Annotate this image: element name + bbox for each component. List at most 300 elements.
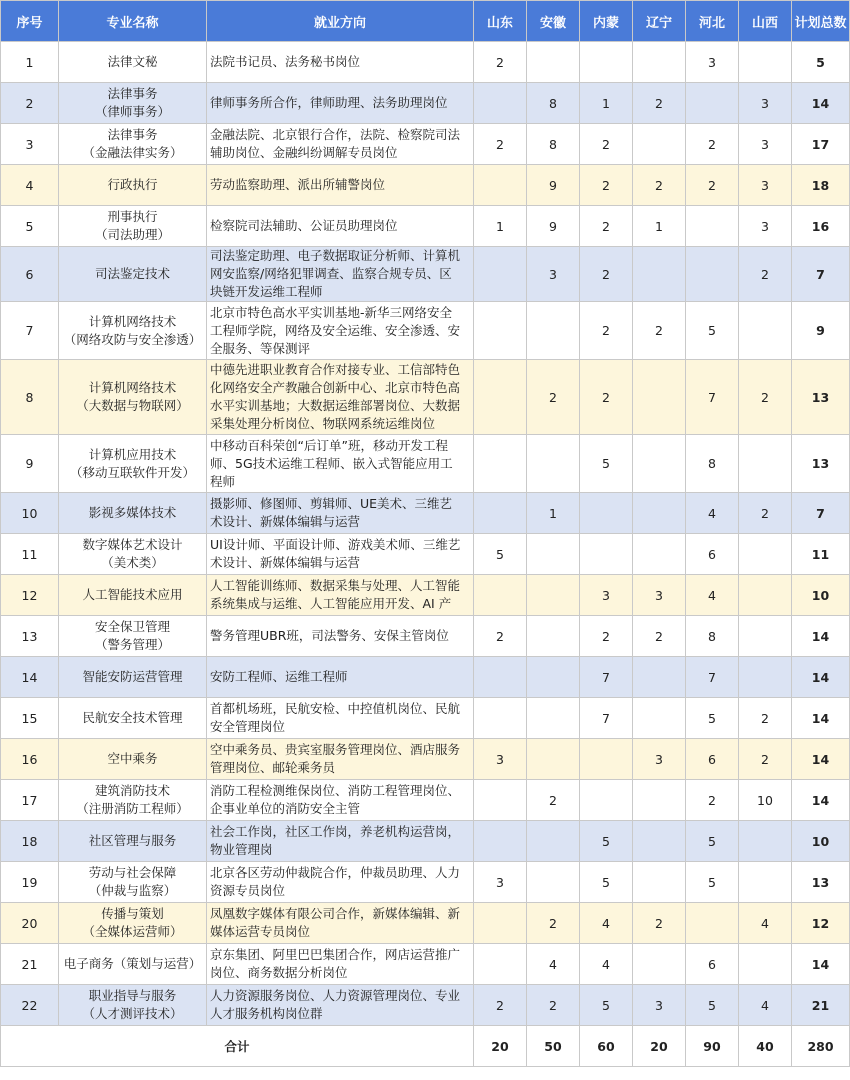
career-direction-line: 消防工程检测维保岗位、消防工程管理岗位、 [210, 783, 461, 798]
quota-shandong [474, 493, 527, 534]
quota-neimeng: 2 [580, 165, 633, 206]
quota-hebei [686, 83, 739, 124]
quota-hebei: 5 [686, 985, 739, 1026]
plan-total: 16 [792, 206, 850, 247]
career-direction-line: 法院书记员、法务秘书岗位 [210, 54, 361, 69]
quota-anhui: 2 [527, 780, 580, 821]
quota-shanxi: 2 [739, 493, 792, 534]
plan-total: 14 [792, 739, 850, 780]
career-direction [207, 985, 474, 1026]
quota-hebei: 8 [686, 616, 739, 657]
major-name [59, 862, 207, 903]
quota-liaoning [633, 862, 686, 903]
career-direction-line: 管理岗位、邮轮乘务员 [210, 760, 336, 775]
quota-anhui [527, 42, 580, 83]
career-direction-line: 系统集成与运维、人工智能应用开发、AI 产 [210, 596, 452, 611]
quota-shanxi: 2 [739, 739, 792, 780]
row-number: 18 [1, 821, 59, 862]
total-grand: 280 [792, 1026, 850, 1067]
total-shandong: 20 [474, 1026, 527, 1067]
quota-shanxi: 4 [739, 903, 792, 944]
career-direction-line: 摄影师、修图师、剪辑师、UE美术、三维艺 [210, 496, 453, 511]
table-row [1, 493, 850, 534]
quota-neimeng: 7 [580, 698, 633, 739]
major-name [59, 247, 207, 302]
career-direction-line: 安防工程师、运维工程师 [210, 669, 348, 684]
quota-liaoning [633, 821, 686, 862]
quota-anhui [527, 302, 580, 360]
quota-liaoning [633, 360, 686, 435]
quota-anhui [527, 698, 580, 739]
major-name-line: 安全保卫管理 [94, 619, 170, 634]
quota-shandong [474, 903, 527, 944]
major-name [59, 83, 207, 124]
row-number: 3 [1, 124, 59, 165]
career-direction [207, 944, 474, 985]
career-direction-line: 人才服务机构岗位群 [210, 1006, 323, 1021]
table-row [1, 165, 850, 206]
major-name [59, 42, 207, 83]
row-number: 2 [1, 83, 59, 124]
major-name [59, 944, 207, 985]
major-name-line: 电子商务（策划与运营） [63, 956, 202, 971]
quota-shandong: 2 [474, 985, 527, 1026]
career-direction-line: 师、5G技术运维工程师、嵌入式智能应用工 [210, 455, 453, 471]
row-number: 21 [1, 944, 59, 985]
quota-hebei: 2 [686, 165, 739, 206]
table-row [1, 247, 850, 302]
table-row [1, 862, 850, 903]
total-shanxi: 40 [739, 1026, 792, 1067]
plan-total: 10 [792, 575, 850, 616]
table-row [1, 360, 850, 435]
quota-neimeng [580, 780, 633, 821]
major-name-line: （移动互联软件开发） [69, 464, 195, 480]
row-number: 10 [1, 493, 59, 534]
header-neimeng: 内蒙 [580, 1, 633, 42]
quota-neimeng [580, 739, 633, 780]
quota-shanxi [739, 944, 792, 985]
table-row [1, 42, 850, 83]
major-name [59, 575, 207, 616]
major-name-line: 空中乘务 [107, 751, 158, 766]
plan-total: 14 [792, 616, 850, 657]
quota-anhui: 8 [527, 83, 580, 124]
quota-anhui [527, 575, 580, 616]
quota-neimeng: 7 [580, 657, 633, 698]
quota-shandong [474, 780, 527, 821]
total-hebei: 90 [686, 1026, 739, 1067]
quota-shanxi [739, 616, 792, 657]
career-direction [207, 206, 474, 247]
major-name-line: 计算机应用技术 [88, 446, 177, 462]
quota-hebei: 5 [686, 862, 739, 903]
quota-shandong [474, 435, 527, 493]
career-direction-line: 中德先进职业教育合作对接专业、工信部特色 [210, 362, 461, 377]
row-number: 7 [1, 302, 59, 360]
quota-liaoning [633, 657, 686, 698]
row-number: 17 [1, 780, 59, 821]
header-no: 序号 [1, 1, 59, 42]
quota-hebei: 2 [686, 780, 739, 821]
major-name [59, 903, 207, 944]
career-direction [207, 821, 474, 862]
table-row [1, 206, 850, 247]
career-direction-line: 安全管理岗位 [210, 719, 286, 734]
career-direction [207, 435, 474, 493]
quota-anhui [527, 435, 580, 493]
quota-neimeng: 5 [580, 435, 633, 493]
quota-anhui: 2 [527, 360, 580, 435]
table-row [1, 124, 850, 165]
major-name-line: 法律事务 [107, 86, 158, 101]
major-name [59, 821, 207, 862]
career-direction-line: 媒体运营专员岗位 [210, 924, 311, 939]
quota-shanxi: 10 [739, 780, 792, 821]
quota-hebei: 8 [686, 435, 739, 493]
career-direction [207, 862, 474, 903]
quota-hebei: 4 [686, 493, 739, 534]
plan-total: 18 [792, 165, 850, 206]
quota-neimeng: 2 [580, 247, 633, 302]
major-name-line: （人才测评技术） [82, 1006, 183, 1021]
table-row [1, 903, 850, 944]
career-direction-line: 辅助岗位、金融纠纷调解专员岗位 [210, 145, 398, 160]
career-direction [207, 698, 474, 739]
major-name [59, 360, 207, 435]
quota-hebei: 7 [686, 657, 739, 698]
major-name-line: （全媒体运营师） [82, 924, 183, 939]
row-number: 1 [1, 42, 59, 83]
career-direction-line: 块链开发运维工程师 [210, 284, 323, 299]
quota-neimeng: 2 [580, 360, 633, 435]
career-direction-line: 中移动百科荣创“后订单”班，移动开发工程 [210, 437, 448, 453]
quota-shandong [474, 360, 527, 435]
career-direction-line: 检察院司法辅助、公证员助理岗位 [210, 218, 398, 233]
total-liaoning: 20 [633, 1026, 686, 1067]
quota-neimeng: 1 [580, 83, 633, 124]
row-number: 5 [1, 206, 59, 247]
career-direction-line: 司法鉴定助理、电子数据取证分析师、计算机 [210, 248, 461, 263]
table-row [1, 985, 850, 1026]
quota-shanxi: 2 [739, 247, 792, 302]
career-direction [207, 247, 474, 302]
major-name-line: 行政执行 [107, 177, 158, 192]
plan-total: 14 [792, 83, 850, 124]
row-number: 16 [1, 739, 59, 780]
quota-anhui: 8 [527, 124, 580, 165]
major-name-line: 法律文秘 [107, 54, 158, 69]
quota-liaoning: 2 [633, 903, 686, 944]
major-name-line: 刑事执行 [107, 209, 158, 224]
quota-anhui: 9 [527, 206, 580, 247]
row-number: 4 [1, 165, 59, 206]
plan-total: 7 [792, 247, 850, 302]
career-direction-line: 京东集团、阿里巴巴集团合作，网店运营推广 [210, 947, 461, 962]
major-name [59, 206, 207, 247]
career-direction [207, 493, 474, 534]
quota-anhui [527, 821, 580, 862]
quota-liaoning [633, 944, 686, 985]
career-direction-line: UI设计师、平面设计师、游戏美术师、三维艺 [210, 537, 461, 552]
major-name-line: 法律事务 [107, 127, 158, 142]
quota-shanxi: 3 [739, 206, 792, 247]
header-anhui: 安徽 [527, 1, 580, 42]
major-name-line: 智能安防运营管理 [82, 669, 183, 684]
major-name-line: 计算机网络技术 [88, 313, 177, 329]
quota-anhui: 1 [527, 493, 580, 534]
major-name-line: 传播与策划 [101, 906, 164, 921]
quota-anhui: 2 [527, 903, 580, 944]
quota-neimeng [580, 42, 633, 83]
career-direction-line: 采集处理分析岗位、物联网系统运维岗位 [210, 416, 436, 431]
major-name [59, 493, 207, 534]
quota-hebei: 6 [686, 739, 739, 780]
major-name-line: （司法助理） [94, 227, 170, 242]
career-direction-line: 空中乘务员、贵宾室服务管理岗位、酒店服务 [210, 742, 461, 757]
career-direction [207, 903, 474, 944]
quota-shandong [474, 302, 527, 360]
quota-liaoning [633, 247, 686, 302]
quota-anhui [527, 534, 580, 575]
major-name [59, 780, 207, 821]
major-name-line: 民航安全技术管理 [82, 710, 183, 725]
quota-shandong: 5 [474, 534, 527, 575]
quota-neimeng: 4 [580, 944, 633, 985]
major-name [59, 302, 207, 360]
major-name [59, 534, 207, 575]
career-direction [207, 616, 474, 657]
quota-hebei: 6 [686, 534, 739, 575]
career-direction-line: 网安监察/网络犯罪调查、监察合规专员、区 [210, 266, 452, 281]
quota-neimeng: 3 [580, 575, 633, 616]
career-direction-line: 金融法院、北京银行合作，法院、检察院司法 [210, 127, 461, 142]
career-direction-line: 岗位、商务数据分析岗位 [210, 965, 348, 980]
career-direction-line: 术设计、新媒体编辑与运营 [210, 514, 361, 529]
plan-total: 9 [792, 302, 850, 360]
quota-shanxi [739, 862, 792, 903]
career-direction-line: 水平实训基地；大数据运维部署岗位、大数据 [210, 398, 461, 413]
career-direction [207, 42, 474, 83]
major-name [59, 124, 207, 165]
quota-shandong: 3 [474, 739, 527, 780]
quota-shandong [474, 944, 527, 985]
quota-shanxi: 2 [739, 360, 792, 435]
quota-hebei: 5 [686, 821, 739, 862]
quota-anhui: 3 [527, 247, 580, 302]
row-number: 13 [1, 616, 59, 657]
career-direction-line: 工程师学院，网络及安全运维、安全渗透、安 [210, 322, 461, 338]
plan-total: 14 [792, 944, 850, 985]
quota-anhui [527, 657, 580, 698]
quota-liaoning [633, 42, 686, 83]
quota-shanxi: 3 [739, 165, 792, 206]
quota-neimeng [580, 534, 633, 575]
plan-total: 12 [792, 903, 850, 944]
quota-hebei: 5 [686, 698, 739, 739]
quota-shandong: 2 [474, 124, 527, 165]
quota-liaoning [633, 124, 686, 165]
header-direction: 就业方向 [207, 1, 474, 42]
major-name-line: （网络攻防与安全渗透） [63, 331, 202, 347]
table-row [1, 780, 850, 821]
major-name [59, 739, 207, 780]
quota-shanxi: 4 [739, 985, 792, 1026]
row-number: 12 [1, 575, 59, 616]
row-number: 19 [1, 862, 59, 903]
quota-neimeng [580, 493, 633, 534]
row-number: 6 [1, 247, 59, 302]
career-direction [207, 124, 474, 165]
major-name-line: （律师事务） [94, 104, 170, 119]
quota-neimeng: 4 [580, 903, 633, 944]
major-name-line: 人工智能技术应用 [82, 587, 183, 602]
quota-shanxi [739, 575, 792, 616]
career-direction [207, 575, 474, 616]
career-direction [207, 739, 474, 780]
quota-anhui [527, 739, 580, 780]
quota-shandong [474, 575, 527, 616]
quota-shanxi [739, 42, 792, 83]
career-direction-line: 化网络安全产教融合创新中心、北京市特色高 [210, 380, 461, 395]
plan-total: 17 [792, 124, 850, 165]
quota-hebei [686, 206, 739, 247]
total-neimeng: 60 [580, 1026, 633, 1067]
major-name-line: （金融法律实务） [82, 145, 183, 160]
career-direction-line: 警务管理UBR班，司法警务、安保主管岗位 [210, 628, 449, 643]
career-direction-line: 凤凰数字媒体有限公司合作，新媒体编辑、新 [210, 906, 461, 921]
quota-liaoning [633, 780, 686, 821]
quota-anhui: 4 [527, 944, 580, 985]
row-number: 20 [1, 903, 59, 944]
quota-liaoning: 3 [633, 575, 686, 616]
major-name-line: 影视多媒体技术 [88, 505, 177, 520]
major-name-line: 数字媒体艺术设计 [82, 537, 183, 552]
quota-liaoning: 1 [633, 206, 686, 247]
quota-hebei [686, 903, 739, 944]
table-row [1, 698, 850, 739]
major-name-line: 建筑消防技术 [94, 783, 170, 798]
quota-hebei [686, 247, 739, 302]
quota-shandong [474, 247, 527, 302]
career-direction-line: 人工智能训练师、数据采集与处理、人工智能 [210, 578, 461, 593]
quota-anhui: 9 [527, 165, 580, 206]
quota-hebei: 5 [686, 302, 739, 360]
career-direction-line: 资源专员岗位 [210, 883, 286, 898]
row-number: 11 [1, 534, 59, 575]
header-liaoning: 辽宁 [633, 1, 686, 42]
major-name-line: （仲裁与监察） [88, 883, 177, 898]
quota-liaoning: 2 [633, 302, 686, 360]
career-direction [207, 360, 474, 435]
quota-shandong [474, 83, 527, 124]
quota-neimeng: 5 [580, 985, 633, 1026]
plan-total: 14 [792, 657, 850, 698]
career-direction-line: 社会工作岗，社区工作岗，养老机构运营岗， [210, 824, 461, 839]
quota-shanxi: 3 [739, 83, 792, 124]
header-shandong: 山东 [474, 1, 527, 42]
quota-shanxi [739, 657, 792, 698]
header-hebei: 河北 [686, 1, 739, 42]
major-name-line: （注册消防工程师） [76, 801, 189, 816]
major-name [59, 985, 207, 1026]
quota-neimeng: 2 [580, 124, 633, 165]
table-row [1, 302, 850, 360]
plan-total: 13 [792, 360, 850, 435]
plan-total: 21 [792, 985, 850, 1026]
major-name [59, 657, 207, 698]
career-direction [207, 165, 474, 206]
row-number: 14 [1, 657, 59, 698]
quota-hebei: 7 [686, 360, 739, 435]
plan-total: 14 [792, 780, 850, 821]
career-direction-line: 物业管理岗 [210, 842, 273, 857]
row-number: 9 [1, 435, 59, 493]
table-row [1, 821, 850, 862]
quota-liaoning: 3 [633, 985, 686, 1026]
plan-total: 14 [792, 698, 850, 739]
career-direction-line: 首都机场班，民航安检、中控值机岗位、民航 [210, 701, 461, 716]
quota-shanxi [739, 302, 792, 360]
career-direction-line: 北京各区劳动仲裁院合作，仲裁员助理、人力 [210, 865, 461, 880]
career-direction-line: 术设计、新媒体编辑与运营 [210, 555, 361, 570]
career-direction-line: 企事业单位的消防安全主管 [210, 801, 361, 816]
quota-neimeng: 2 [580, 206, 633, 247]
major-name-line: （大数据与物联网） [76, 398, 189, 413]
major-name-line: 劳动与社会保障 [88, 865, 177, 880]
plan-total: 11 [792, 534, 850, 575]
table-row [1, 575, 850, 616]
major-name-line: 司法鉴定技术 [94, 266, 170, 281]
table-row [1, 435, 850, 493]
header-total: 计划总数 [792, 1, 850, 42]
quota-neimeng: 2 [580, 616, 633, 657]
header-major: 专业名称 [59, 1, 207, 42]
quota-shandong [474, 698, 527, 739]
total-anhui: 50 [527, 1026, 580, 1067]
quota-liaoning: 2 [633, 616, 686, 657]
quota-shandong [474, 657, 527, 698]
quota-hebei: 4 [686, 575, 739, 616]
quota-shandong: 3 [474, 862, 527, 903]
quota-shandong [474, 165, 527, 206]
quota-liaoning [633, 534, 686, 575]
quota-shanxi: 2 [739, 698, 792, 739]
quota-shanxi: 3 [739, 124, 792, 165]
quota-anhui [527, 616, 580, 657]
quota-liaoning: 2 [633, 83, 686, 124]
quota-liaoning [633, 435, 686, 493]
plan-total: 7 [792, 493, 850, 534]
major-name [59, 165, 207, 206]
quota-neimeng: 5 [580, 821, 633, 862]
quota-shandong: 1 [474, 206, 527, 247]
table-row [1, 616, 850, 657]
quota-hebei: 3 [686, 42, 739, 83]
table-row [1, 739, 850, 780]
plan-total: 13 [792, 435, 850, 493]
career-direction-line: 劳动监察助理、派出所辅警岗位 [210, 177, 386, 192]
quota-liaoning: 3 [633, 739, 686, 780]
career-direction [207, 534, 474, 575]
row-number: 22 [1, 985, 59, 1026]
row-number: 8 [1, 360, 59, 435]
career-direction [207, 780, 474, 821]
major-name [59, 616, 207, 657]
quota-shanxi [739, 435, 792, 493]
major-name-line: 职业指导与服务 [88, 988, 177, 1003]
major-name-line: 计算机网络技术 [88, 380, 177, 395]
